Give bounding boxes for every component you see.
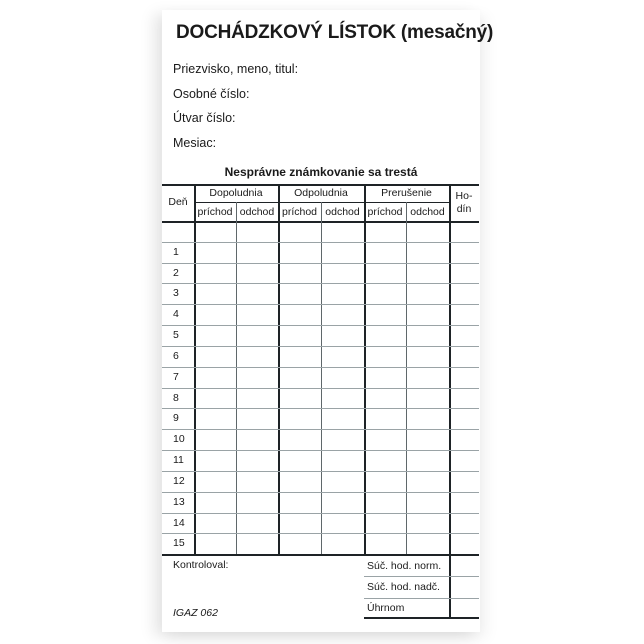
row-number: 6 [173, 350, 179, 362]
summary-normal-hours-label: Súč. hod. norm. [367, 560, 442, 572]
month-field-label: Mesiac: [173, 136, 217, 150]
row-number: 15 [173, 537, 185, 549]
form-code: IGAZ 062 [173, 607, 218, 619]
col-divider-3 [321, 202, 322, 555]
row-number: 11 [173, 454, 184, 466]
subheader-break-start: príchod [367, 206, 403, 218]
row-number: 2 [173, 267, 179, 279]
subheader-afternoon-departure: odchod [325, 206, 360, 218]
col-divider-hours [449, 184, 451, 618]
subheader-break-end: odchod [410, 206, 445, 218]
summary-total-label: Úhrnom [367, 602, 405, 614]
row-line [162, 513, 479, 514]
row-line [162, 388, 479, 389]
personal-number-field-label: Osobné číslo: [173, 87, 250, 101]
col-divider-group-2 [278, 184, 280, 555]
checked-by-label: Kontroloval: [173, 559, 229, 571]
row-line [162, 450, 479, 451]
subheader-morning-arrival: príchod [197, 206, 233, 218]
day-header: Deň [168, 196, 188, 208]
warning-text: Nesprávne známkovanie sa trestá [224, 165, 418, 179]
form-title: DOCHÁDZKOVÝ LÍSTOK (mesačný) [176, 22, 494, 43]
hours-header-line2: dín [456, 203, 472, 215]
row-line [162, 367, 479, 368]
col-divider-5 [406, 202, 407, 555]
table-bottom-border [162, 554, 479, 556]
col-divider-day [194, 184, 196, 555]
table-top-border [162, 184, 479, 186]
row-number: 4 [173, 308, 179, 320]
group-header-morning: Dopoludnia [209, 187, 263, 199]
row-number: 10 [173, 433, 185, 445]
row-line [162, 533, 479, 534]
row-number: 7 [173, 371, 179, 383]
row-number: 9 [173, 412, 179, 424]
attendance-card [162, 10, 494, 632]
name-field[interactable] [173, 62, 298, 76]
summary-total-value[interactable] [451, 599, 479, 617]
row-line [162, 242, 479, 243]
department-number-field[interactable] [173, 111, 236, 125]
row-number: 5 [173, 329, 179, 341]
department-number-field-label: Útvar číslo: [173, 111, 236, 125]
hours-header-line1: Ho- [455, 190, 473, 202]
row-number: 3 [173, 287, 179, 299]
personal-number-field[interactable] [173, 87, 249, 101]
row-number: 13 [173, 496, 185, 508]
row-line [162, 304, 479, 305]
summary-overtime-hours-value[interactable] [451, 577, 479, 598]
row-line [162, 408, 479, 409]
row-line [162, 263, 479, 264]
row-line [162, 325, 479, 326]
row-line [162, 346, 479, 347]
summary-overtime-hours-label: Súč. hod. nadč. [367, 581, 440, 593]
subheader-morning-departure: odchod [239, 206, 275, 218]
row-line [162, 471, 479, 472]
group-header-afternoon: Odpoludnia [294, 187, 348, 199]
col-divider-group-3 [364, 184, 366, 555]
name-field-label: Priezvisko, meno, titul: [173, 62, 299, 76]
row-number: 12 [173, 475, 185, 487]
row-line [162, 283, 479, 284]
month-field[interactable] [173, 136, 216, 150]
summary-bottom-border [364, 617, 479, 619]
row-line [162, 429, 479, 430]
row-number: 14 [173, 517, 185, 529]
subheader-afternoon-arrival: príchod [281, 206, 318, 218]
row-line [162, 492, 479, 493]
row-number: 1 [173, 246, 179, 258]
row-number: 8 [173, 392, 179, 404]
summary-normal-hours-value[interactable] [451, 555, 479, 576]
group-header-break: Prerušenie [381, 187, 432, 199]
col-divider-1 [236, 202, 237, 555]
